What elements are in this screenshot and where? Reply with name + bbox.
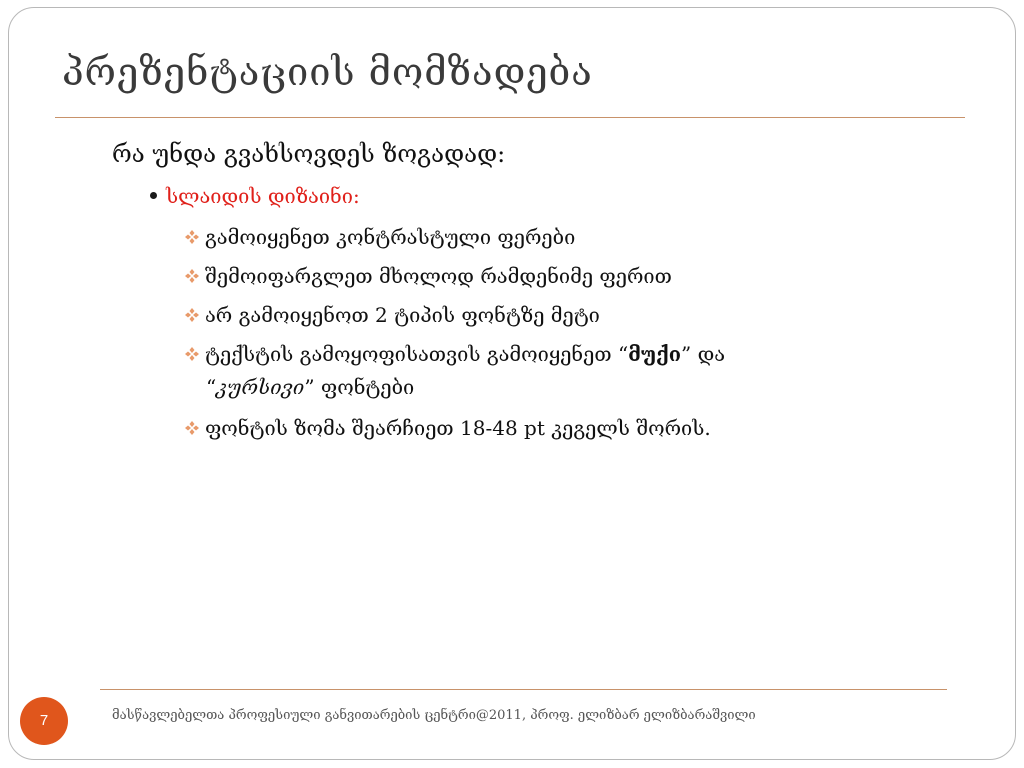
bullet-item — [184, 224, 575, 250]
bullet-item — [184, 263, 672, 289]
bullet-item — [184, 415, 711, 441]
round-bullet-icon — [150, 192, 157, 199]
bold-word: მუქი — [628, 342, 682, 366]
section-item — [150, 184, 360, 208]
footer-divider — [100, 689, 947, 690]
four-diamond-bullet-icon — [184, 420, 200, 436]
four-diamond-bullet-icon — [184, 268, 200, 284]
bullet-text: გამოიყენეთ კონტრასტული ფერები — [205, 225, 576, 249]
italic-word: კურსივი — [216, 375, 305, 399]
four-diamond-bullet-icon — [184, 229, 200, 245]
bullet-text: ფონტის ზომა შეარჩიეთ 18-48 pt კეგელს შორის. — [205, 416, 711, 440]
slide-title: პრეზენტაციის მომზადება — [62, 50, 593, 94]
content-heading: რა უნდა გვახსოვდეს ზოგადად: — [112, 140, 506, 168]
bullet-item — [184, 302, 600, 328]
bullet-text: შემოიფარგლეთ მხოლოდ რამდენიმე ფერით — [205, 264, 672, 288]
footer-text: მასწავლებელთა პროფესიული განვითარების ცენტრი@2011, პროფ. ელიზბარ ელიზბარაშვილი — [112, 708, 756, 723]
bullet-text: “ — [206, 375, 217, 399]
section-label: სლაიდის დიზაინი: — [166, 184, 360, 208]
bullet-item — [184, 341, 725, 367]
bullet-text: არ გამოიყენოთ 2 ტიპის ფონტზე მეტი — [205, 303, 600, 327]
four-diamond-bullet-icon — [184, 346, 200, 362]
four-diamond-bullet-icon — [184, 307, 200, 323]
bullet-item-continuation — [184, 374, 414, 400]
bullet-text: ” ფონტები — [304, 375, 415, 399]
bullet-text: ტექსტის გამოყოფისათვის გამოიყენეთ “ — [205, 342, 629, 366]
bullet-text: ” და — [681, 342, 726, 366]
page-number-badge: 7 — [20, 697, 68, 745]
